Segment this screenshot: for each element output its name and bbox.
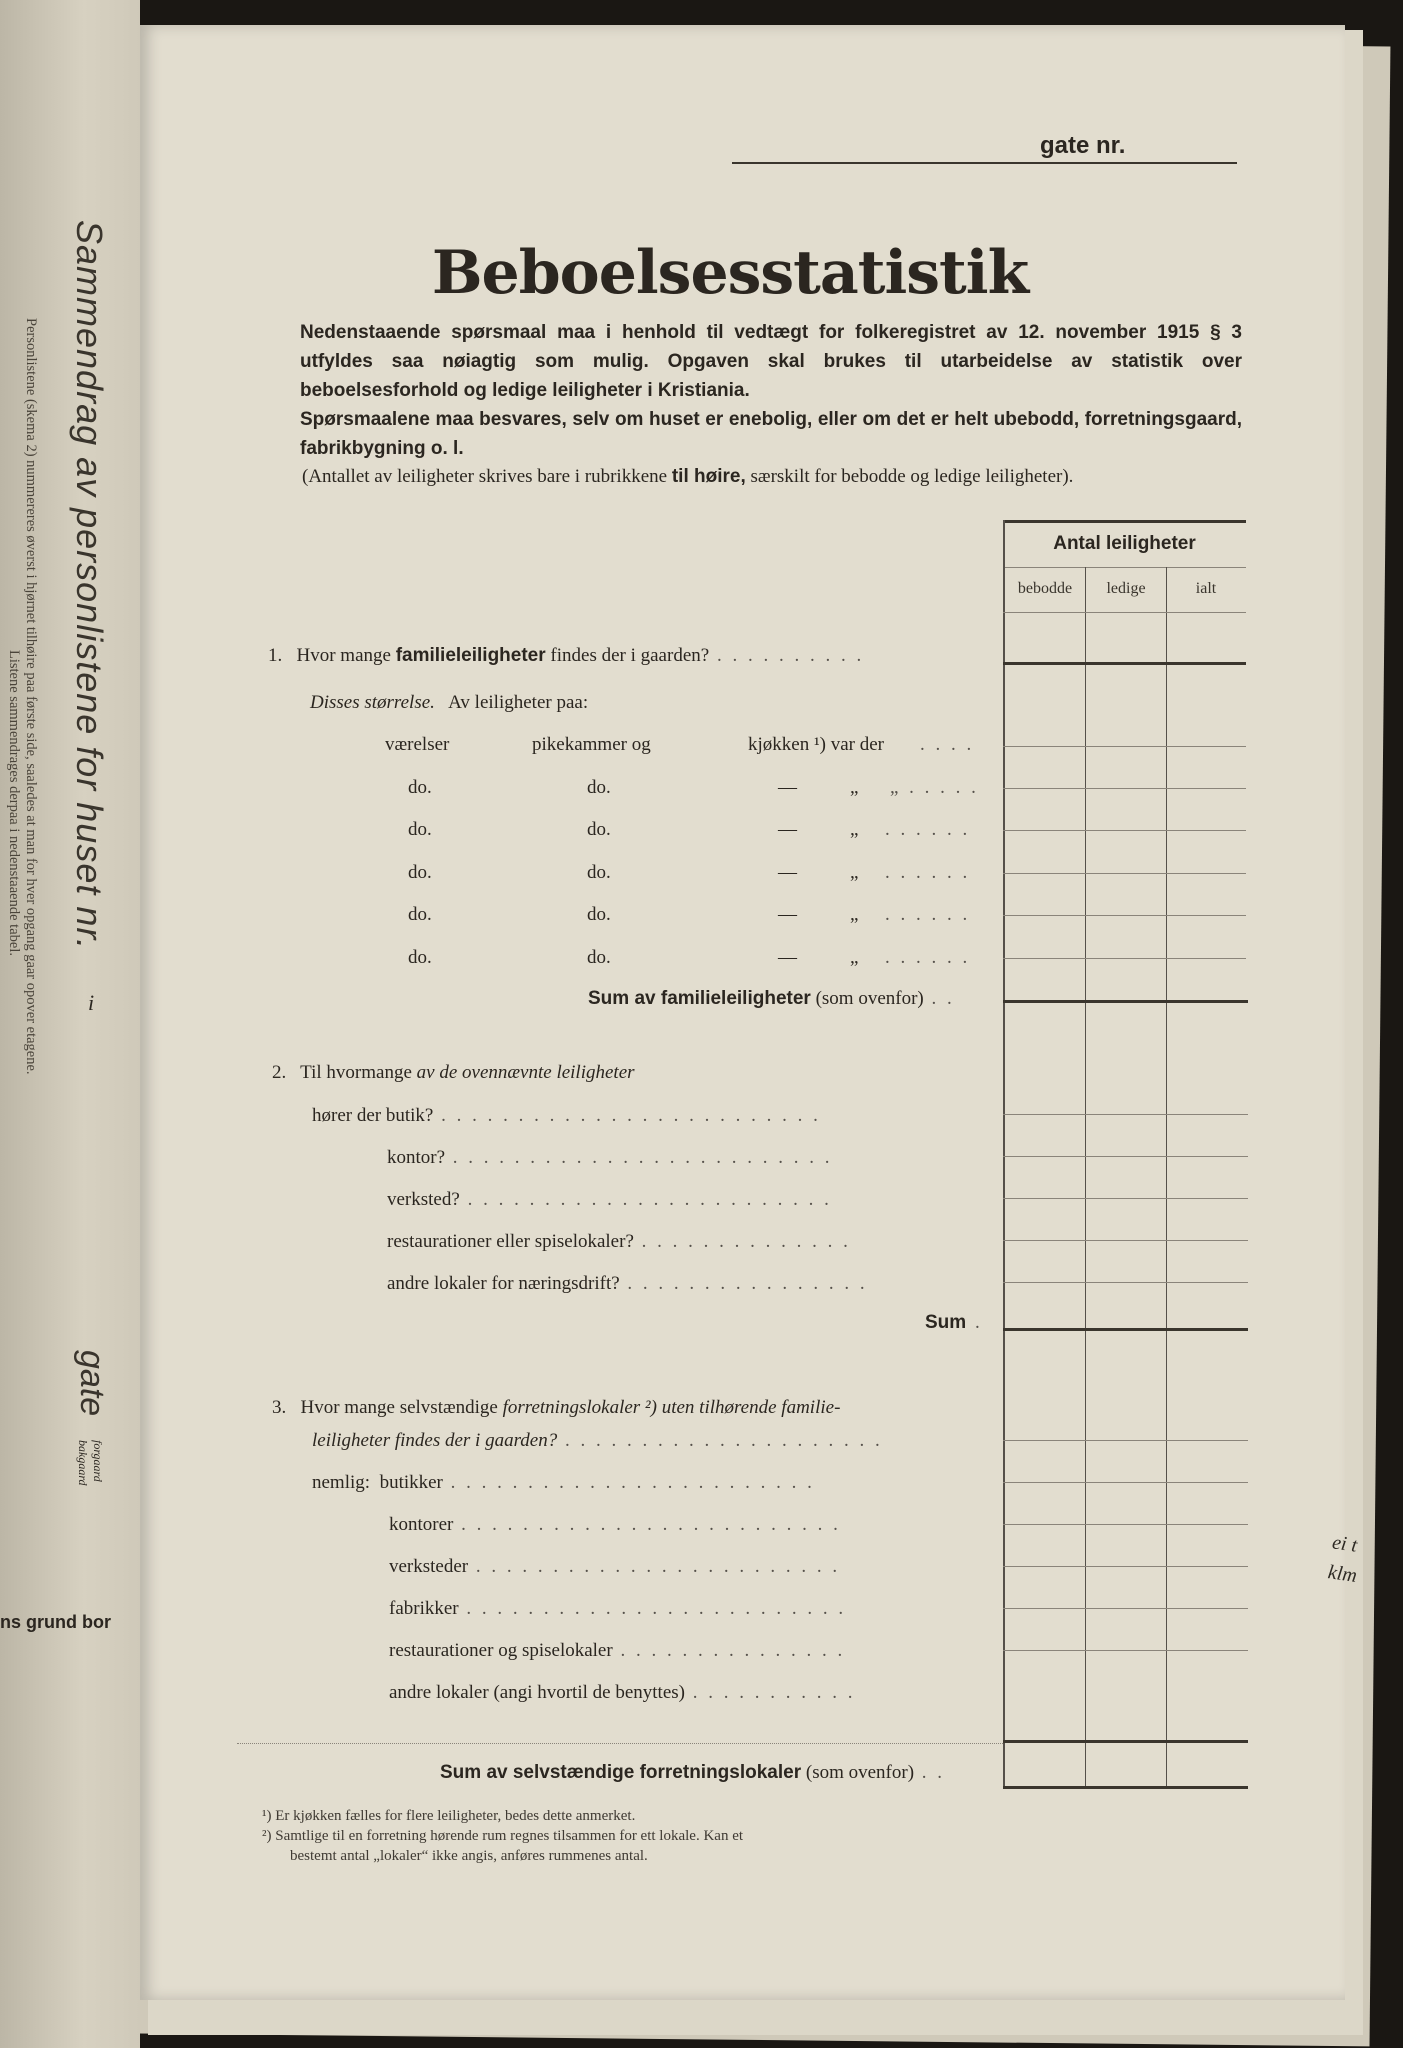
q3-row-label: kontorer bbox=[389, 1514, 454, 1535]
gate-nr-label: gate nr. bbox=[1040, 132, 1126, 159]
table-rule bbox=[1003, 1156, 1248, 1157]
question-2-number: 2. bbox=[272, 1062, 287, 1083]
table-thick-rule bbox=[1003, 1000, 1248, 1003]
q2-row-label: restaurationer eller spiselokaler? bbox=[387, 1231, 634, 1252]
intro-paragraph-3 bbox=[302, 466, 1073, 488]
question-1-bold: familieleiligheter bbox=[395, 645, 546, 666]
table-rule bbox=[1003, 915, 1246, 916]
table-header-antal: Antal leiligheter bbox=[1053, 533, 1196, 554]
leader-dots: „ . . . . . bbox=[890, 777, 979, 798]
row-do: do. bbox=[408, 777, 432, 798]
row-ditto: „ bbox=[850, 947, 859, 968]
row-dash: — bbox=[778, 819, 797, 840]
sum-label-end: (som ovenfor) bbox=[810, 988, 924, 1009]
table-rule bbox=[1003, 1440, 1248, 1441]
table-rule bbox=[1003, 788, 1246, 789]
row-ditto: „ bbox=[850, 862, 859, 883]
q3-row-kontorer bbox=[389, 1514, 841, 1536]
table-rule bbox=[1003, 1566, 1248, 1567]
table-rule bbox=[1003, 1198, 1248, 1199]
table-header-rule bbox=[1003, 567, 1246, 568]
table-rule bbox=[1003, 1650, 1248, 1651]
row-dash: — bbox=[778, 777, 797, 798]
spine-forgaard-label: forgaard bbox=[91, 1440, 105, 1482]
row-do: do. bbox=[408, 819, 432, 840]
leader-dots: . . . . . . . . . . bbox=[709, 645, 865, 666]
sum-label: Sum av selvstændige forretningslokaler bbox=[440, 1762, 802, 1783]
q2-row-label: verksted? bbox=[387, 1189, 460, 1210]
q3-row-label: restaurationer og spiselokaler bbox=[389, 1640, 613, 1661]
question-3-italic-2: leiligheter findes der i gaarden? bbox=[312, 1430, 558, 1451]
spine-note-line2: Listene sammendrages derpaa i nedenstaaende tabel. bbox=[6, 650, 22, 956]
row-do: do. bbox=[587, 777, 611, 798]
table-rule bbox=[1003, 958, 1246, 959]
q3-row-label: fabrikker bbox=[389, 1598, 459, 1619]
table-left-rule bbox=[1003, 520, 1005, 1788]
spine-note-line1: Personlistene (skema 2) nummereres øverst i hjørnet tilhøire paa første side, saaledes at man for hver opgang gaar opover etagene. bbox=[23, 318, 39, 1075]
table-rule bbox=[1003, 1240, 1248, 1241]
leader-dots: . . . . . . . . . . . . . . . . . . . . . . . . bbox=[468, 1556, 841, 1577]
question-2-italic: av de ovennævnte leiligheter bbox=[416, 1062, 635, 1083]
footnote-1: ¹) Er kjøkken fælles for flere leiligheter, bedes dette anmerket. bbox=[262, 1808, 636, 1824]
column-header-bebodde: bebodde bbox=[1017, 580, 1073, 597]
q3-row-label: andre lokaler (angi hvortil de benyttes) bbox=[389, 1682, 685, 1703]
q2-sum: Sum bbox=[925, 1312, 967, 1333]
intro-p3-bold: til høire, bbox=[671, 466, 746, 487]
leader-dots: . . . . . . . . . . . . . . bbox=[633, 1231, 851, 1252]
leader-dots: . . . . . . bbox=[885, 819, 971, 840]
leader-dots: . bbox=[975, 1312, 983, 1333]
row-do: do. bbox=[587, 862, 611, 883]
col-vaerelser: værelser bbox=[385, 734, 450, 755]
question-2-text: Til hvormange bbox=[300, 1062, 417, 1083]
q3-row-butikker bbox=[312, 1472, 815, 1494]
handwritten-margin-note: ei t klm bbox=[1326, 1531, 1359, 1587]
table-rule bbox=[1003, 1482, 1248, 1483]
leader-dots: . . . . . . bbox=[885, 947, 971, 968]
table-bottom-rule bbox=[1003, 1786, 1248, 1789]
size-label: Disses størrelse. bbox=[310, 692, 435, 713]
question-2 bbox=[272, 1062, 635, 1084]
leader-dots: . . . . . . bbox=[885, 904, 971, 925]
footnote-2a: ²) Samtlige til en forretning hørende rum regnes tilsammen for ett lokale. Kan et bbox=[262, 1828, 744, 1844]
q2-row-butik bbox=[312, 1105, 821, 1127]
spine-gate-label: gate bbox=[73, 1350, 111, 1417]
question-1-text-end: findes der i gaarden? bbox=[545, 645, 710, 666]
sum-forretningslokaler bbox=[440, 1762, 945, 1784]
intro-p3-text-end: særskilt for bebodde og ledige leiligheter). bbox=[745, 466, 1074, 487]
table-column-rule-2 bbox=[1166, 567, 1167, 1788]
size-text: Av leiligheter paa: bbox=[448, 692, 589, 713]
size-heading bbox=[310, 692, 588, 714]
table-rule bbox=[1003, 830, 1246, 831]
leader-dots: . . . . bbox=[920, 734, 975, 755]
row-ditto: „ bbox=[850, 904, 859, 925]
table-thick-rule bbox=[1003, 1328, 1248, 1331]
leader-dots: . . . . . . . . . . . . . . . . . . . . . . . . . bbox=[453, 1514, 841, 1535]
row-do: do. bbox=[408, 862, 432, 883]
q3-row-label: verksteder bbox=[389, 1556, 469, 1577]
intro-paragraph-1: Nedenstaaende spørsmaal maa i henhold til vedtægt for folkeregistret av 12. november 1915 § 3 utfyldes saa nøiagtig som mulig. Opgaven skal brukes til utarbeidelse av statistik over beboelsesforhold og ledige leiligheter i Kristiania. bbox=[300, 322, 1242, 401]
q2-row-verksted bbox=[387, 1189, 832, 1211]
leader-dots: . . . . . . . . . . . . . . . . bbox=[619, 1273, 868, 1294]
leader-dots: . . . . . . . . . . . . . . . . . . . . . . . . . bbox=[458, 1598, 847, 1619]
leader-dots: . . . . . . . . . . . . . . . . . . . . . . . . bbox=[459, 1189, 832, 1210]
leader-dots: . . bbox=[923, 988, 955, 1009]
leader-dots: . . . . . . . . . . . . . . . bbox=[612, 1640, 846, 1661]
row-dash: — bbox=[778, 862, 797, 883]
q2-row-label: kontor? bbox=[387, 1147, 446, 1168]
column-header-ledige: ledige bbox=[1106, 580, 1146, 597]
table-rule bbox=[1003, 746, 1246, 747]
row-ditto: „ bbox=[850, 777, 859, 798]
row-do: do. bbox=[408, 904, 432, 925]
q3-row-restaurationer bbox=[389, 1640, 845, 1662]
table-rule bbox=[1003, 1524, 1248, 1525]
q3-row-andre bbox=[389, 1682, 855, 1704]
footnote-2b: bestemt antal „lokaler“ ikke angis, anføres rummenes antal. bbox=[290, 1848, 648, 1864]
spine-handwritten-mark: i bbox=[88, 990, 95, 1015]
row-do: do. bbox=[587, 947, 611, 968]
row-do: do. bbox=[587, 904, 611, 925]
table-thick-rule bbox=[1003, 1740, 1248, 1743]
question-3-line2 bbox=[312, 1430, 883, 1452]
spine-title: Sammendrag av personlistene for huset nr. bbox=[69, 220, 110, 951]
leader-dots: . . . . . . . . . . . . . . . . . . . . . . . . bbox=[442, 1472, 815, 1493]
leader-dots: . . . . . . . . . . . . . . . . . . . . . . . . . bbox=[433, 1105, 821, 1126]
leader-dots: . . . . . . . . . . . . . . . . . . . . . . . . . bbox=[445, 1147, 833, 1168]
q2-row-andre bbox=[387, 1273, 868, 1295]
leader-dots: . . . . . . . . . . . . . . . . . . . . . bbox=[557, 1430, 883, 1451]
q2-row-kontor bbox=[387, 1147, 833, 1169]
sum-familieleiligheter bbox=[588, 988, 955, 1010]
table-top-rule bbox=[1003, 520, 1246, 523]
q3-row-fabrikker bbox=[389, 1598, 846, 1620]
section-separator bbox=[237, 1743, 1003, 1744]
spine-bakgaard-label: bakgaard bbox=[76, 1440, 90, 1486]
q2-row-restaurationer bbox=[387, 1231, 851, 1253]
col-pikekammer: pikekammer og bbox=[532, 734, 651, 755]
row-dash: — bbox=[778, 904, 797, 925]
q3-row-verksteder bbox=[389, 1556, 840, 1578]
question-3-italic: forretningslokaler ²) uten tilhørende familie- bbox=[502, 1397, 841, 1418]
question-3-text: Hvor mange selvstændige bbox=[300, 1397, 503, 1418]
sum-label-end: (som ovenfor) bbox=[801, 1762, 915, 1783]
q2-row-label: andre lokaler for næringsdrift? bbox=[387, 1273, 620, 1294]
table-rule bbox=[1003, 612, 1246, 613]
column-header-ialt: ialt bbox=[1195, 580, 1217, 597]
table-rule bbox=[1003, 1608, 1248, 1609]
question-3 bbox=[272, 1397, 840, 1419]
table-rule bbox=[1003, 1282, 1248, 1283]
spine-grund-text: ns grund bor bbox=[0, 1612, 111, 1632]
question-1 bbox=[268, 645, 864, 667]
intro-p3-text: (Antallet av leiligheter skrives bare i rubrikkene bbox=[302, 466, 672, 487]
question-1-number: 1. bbox=[268, 645, 283, 666]
leader-dots: . . bbox=[914, 1762, 946, 1783]
col-kjokken: kjøkken ¹) var der bbox=[748, 734, 885, 755]
table-rule bbox=[1003, 873, 1246, 874]
q2-row-label: hører der butik? bbox=[312, 1105, 434, 1126]
row-ditto: „ bbox=[850, 819, 859, 840]
leader-dots: . . . . . . . . . . . bbox=[684, 1682, 856, 1703]
leader-dots: . . . . . . bbox=[885, 862, 971, 883]
question-3-number: 3. bbox=[272, 1397, 287, 1418]
row-do: do. bbox=[587, 819, 611, 840]
gate-nr-fill-line[interactable] bbox=[732, 162, 1237, 164]
q3-nemlig: nemlig: bbox=[312, 1472, 371, 1493]
sum-label: Sum av familieleiligheter bbox=[588, 988, 811, 1009]
q3-row-label: butikker bbox=[379, 1472, 443, 1493]
table-thick-rule bbox=[1003, 662, 1246, 665]
page-title: Beboelsesstatistik bbox=[431, 238, 1029, 308]
table-rule bbox=[1003, 1114, 1248, 1115]
question-1-text: Hvor mange bbox=[296, 645, 396, 666]
intro-paragraph-2: Spørsmaalene maa besvares, selv om huset er enebolig, eller om det er helt ubebodd, forretningsgaard, fabrikbygning o. l. bbox=[300, 409, 1242, 459]
row-dash: — bbox=[778, 947, 797, 968]
table-column-rule-1 bbox=[1085, 567, 1086, 1788]
row-do: do. bbox=[408, 947, 432, 968]
